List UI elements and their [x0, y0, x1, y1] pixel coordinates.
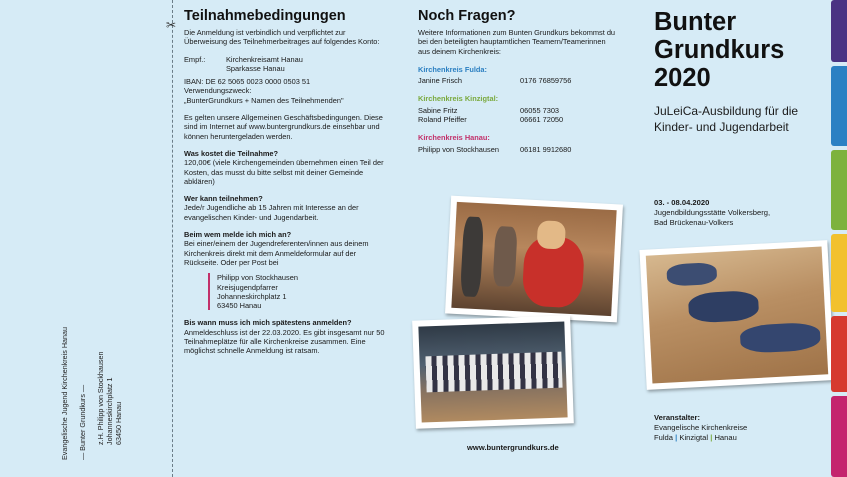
contact-phone: 0176 76859756 [520, 76, 572, 86]
sender-address [60, 290, 69, 460]
purpose-label: Verwendungszweck: [184, 86, 252, 96]
sender-line: Evangelische Jugend Kirchenkreis Hanau [60, 326, 69, 460]
separator: | [710, 433, 713, 442]
who-question: Wer kann teilnehmen? [184, 194, 263, 204]
who-answer: Jede/r Jugendliche ab 15 Jahren mit Interesse an der evangelischen Kinder- und Jugendarbeit. [184, 203, 359, 222]
contact-row [418, 145, 618, 154]
conditions-heading: Teilnahmebedingungen [184, 8, 346, 24]
terms-text: Es gelten unsere Allgemeinen Geschäftsbedingungen. Diese sind im Internet auf www.buntergrundkurs.de einsehbar und können heruntergeladen werden. [184, 113, 383, 141]
organizer-line: Evangelische Kirchenkreise [654, 423, 748, 432]
contacts-panel [418, 8, 618, 154]
photo-group-activity [445, 196, 623, 323]
sender-line: — Bunter Grundkurs — [78, 384, 87, 460]
color-tab [831, 0, 847, 62]
title-line: Grundkurs [654, 36, 785, 64]
cost-question: Was kostet die Teilnahme? [184, 148, 279, 158]
bank-details [184, 55, 389, 74]
photo-image [451, 202, 616, 316]
post-address-line: Johanneskirchplatz 1 [217, 291, 287, 301]
post-address-line: 63450 Hanau [217, 301, 262, 311]
cover-panel [654, 8, 829, 135]
conditions-intro: Die Anmeldung ist verbindlich und verpflichtet zur Überweisung des Teilnehmerbeitrages auf folgendes Konto: [184, 28, 380, 47]
cover-subtitle [654, 103, 829, 135]
title-line: Bunter [654, 8, 737, 36]
scissors-icon: ✂ [166, 18, 177, 32]
deadline-question: Bis wann muss ich mich spätestens anmelden? [184, 318, 352, 328]
contact-name: Philipp von Stockhausen [418, 144, 499, 154]
color-tab [831, 316, 847, 392]
separator: | [675, 433, 678, 442]
organizer-hanau: Hanau [714, 433, 737, 442]
subtitle-line: Kinder- und Jugendarbeit [654, 120, 789, 134]
organizer-districts [654, 433, 829, 443]
district-kinzigtal: Kirchenkreis Kinzigtal: [418, 94, 499, 104]
contact-name: Janine Frisch [418, 76, 462, 86]
subtitle-line: JuLeiCa-Ausbildung für die [654, 104, 799, 118]
photo-image [418, 321, 567, 422]
purpose-value: „BunterGrundkurs + Namen des Teilnehmenden" [184, 95, 344, 105]
photo-image [646, 246, 828, 383]
recipient-line: z.H. Philipp von Stockhausen [96, 351, 105, 445]
recipient-line: Johanneskirchplatz 1 [105, 377, 114, 445]
contact-row [418, 115, 618, 124]
event-info [654, 198, 829, 228]
recipient-label: Empf.: [184, 54, 206, 64]
cost-answer: 120,00€ (viele Kirchengemeinden übernehmen einen Teil der Kosten, das musst du bitte selbst mit deiner Gemeinde abklären) [184, 158, 384, 186]
questions-heading: Noch Fragen? [418, 8, 516, 24]
recipient-address [96, 275, 123, 445]
contact-name: Roland Pfeiffer [418, 115, 467, 125]
register-question: Beim wem melde ich mich an? [184, 230, 292, 240]
color-tab [831, 66, 847, 146]
contact-name: Sabine Fritz [418, 105, 458, 115]
questions-intro: Weitere Informationen zum Bunten Grundkurs bekommst du bei den beteiligten hauptamtlichen Teamern/Teamerinnen aus deinem Kirchenkreis: [418, 28, 616, 56]
event-dates: 03. - 08.04.2020 [654, 198, 710, 207]
iban: IBAN: DE 62 5065 0023 0000 0503 51 [184, 77, 311, 87]
cut-line [166, 0, 177, 477]
recipient-line: 63450 Hanau [114, 401, 123, 445]
photo-gym-exercise [639, 240, 834, 390]
color-tabs [831, 0, 847, 477]
contact-phone: 06661 72050 [520, 115, 564, 125]
venue-line: Jugendbildungsstätte Volkersberg, [654, 208, 771, 217]
sender-subtitle [78, 290, 87, 460]
conditions-panel [184, 8, 389, 356]
contact-phone: 06181 9912680 [520, 144, 572, 154]
post-address [208, 273, 389, 310]
bank-name: Sparkasse Hanau [226, 63, 285, 73]
organizer-label: Veranstalter: [654, 413, 701, 422]
photo-tags-display [412, 315, 574, 428]
cover-title [654, 8, 829, 92]
color-tab [831, 150, 847, 230]
mailing-address-panel [0, 0, 172, 477]
contact-row [418, 106, 618, 115]
post-address-line: Kreisjugendpfarrer [217, 282, 278, 292]
organizer-fulda: Fulda [654, 433, 673, 442]
title-line: 2020 [654, 64, 711, 92]
recipient-value: Kirchenkreisamt Hanau [226, 54, 303, 64]
district-fulda: Kirchenkreis Fulda: [418, 64, 487, 74]
color-tab [831, 396, 847, 477]
post-address-line: Philipp von Stockhausen [217, 273, 298, 283]
color-tab [831, 234, 847, 312]
contact-phone: 06055 7303 [520, 105, 560, 115]
district-hanau: Kirchenkreis Hanau: [418, 133, 490, 143]
organizer-kinzigtal: Kinzigtal [679, 433, 709, 442]
register-answer: Bei einer/einem der Jugendreferenten/innen aus deinem Kirchenkreis direkt mit dem Anmeldeformular auf der Rückseite. Oder per Post bei [184, 239, 369, 267]
website-link[interactable]: www.buntergrundkurs.de [467, 443, 559, 452]
venue-line: Bad Brückenau-Volkers [654, 218, 734, 227]
contact-row [418, 76, 618, 85]
deadline-answer: Anmeldeschluss ist der 22.03.2020. Es gibt insgesamt nur 50 Teilnahmeplätze für alle Kirchenkreise zusammen. Eine möglichst schnelle Anmeldung ist ratsam. [184, 327, 385, 356]
organizer-info [654, 413, 829, 443]
